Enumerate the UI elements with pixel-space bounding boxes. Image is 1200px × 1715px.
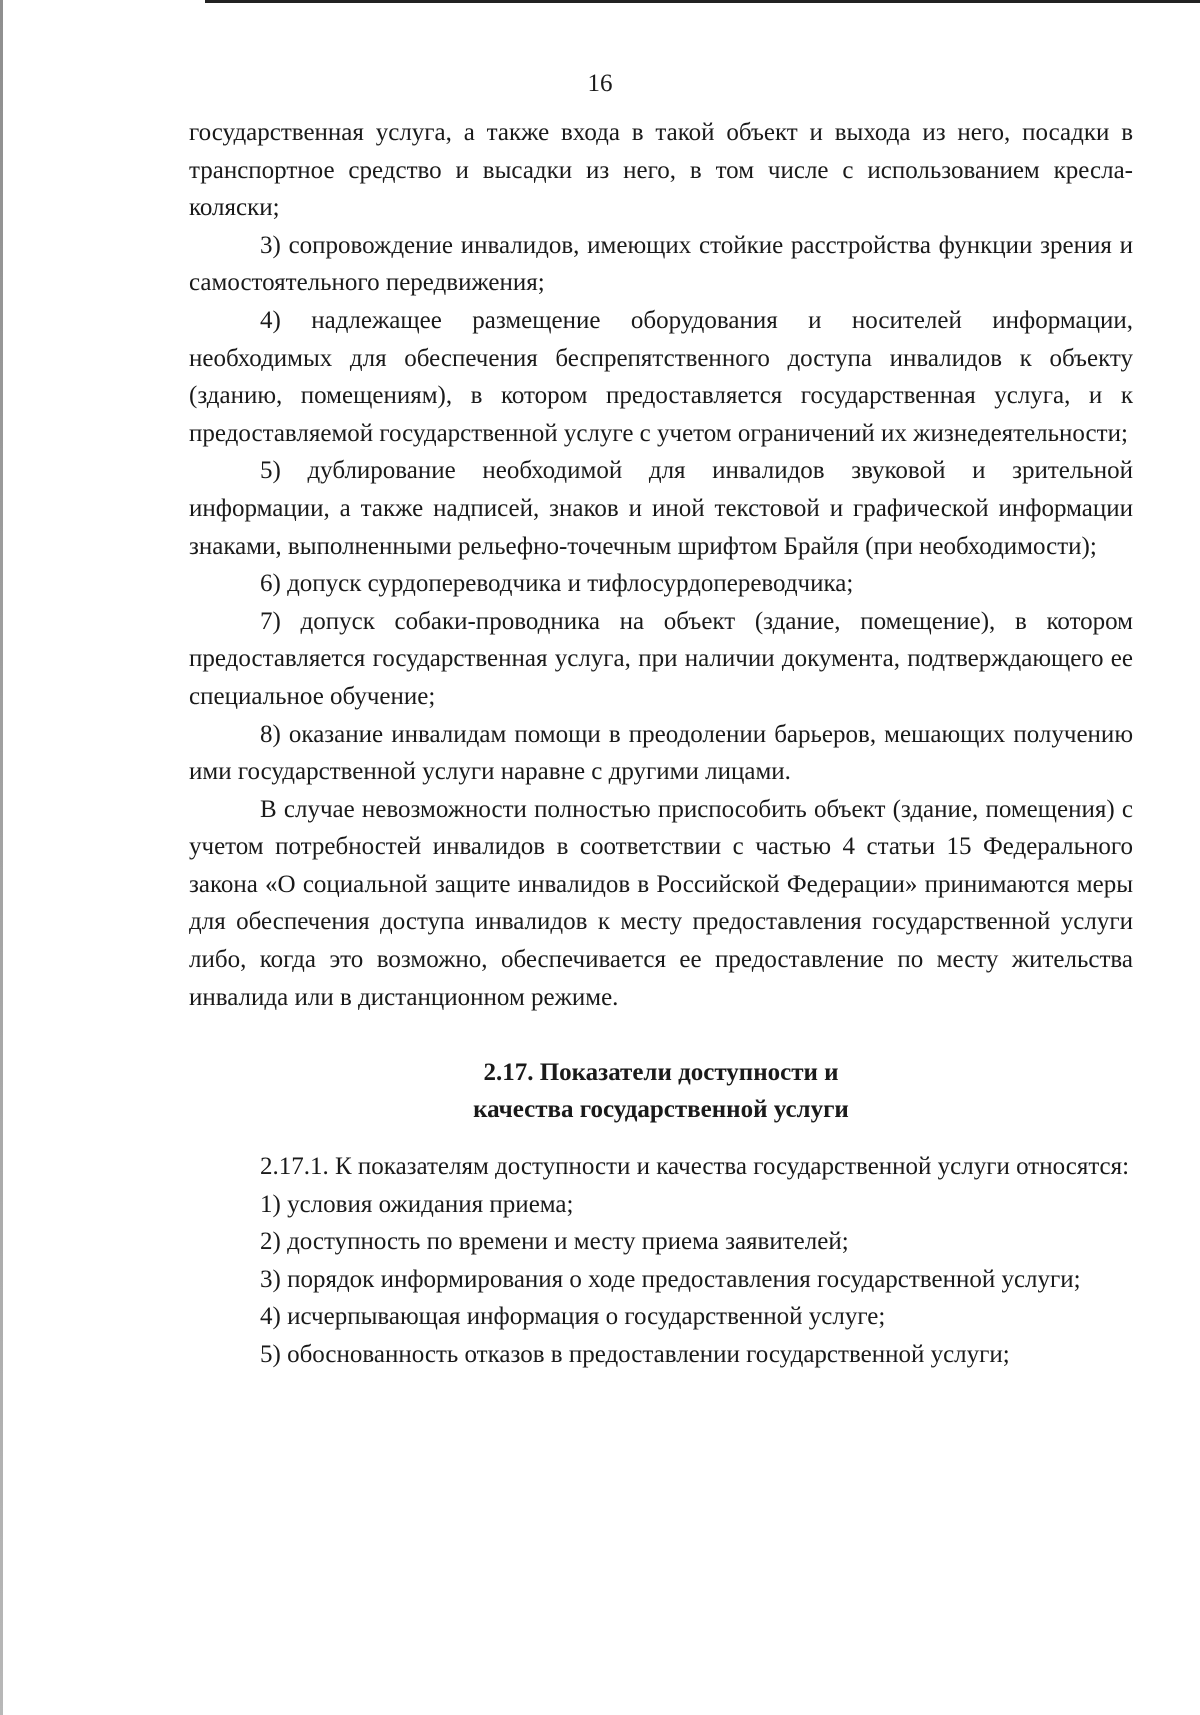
indicator-item-3: 3) порядок информирования о ходе предоставления государственной услуги;	[260, 1265, 1081, 1293]
paragraph-continuation: государственная услуга, а также входа в такой объект и выхода из него, посадки в транспортное средство и высадки из него, в том числе с использованием кресла-коляски;	[189, 119, 1133, 222]
list-item-6: 6) допуск сурдопереводчика и тифлосурдопереводчика;	[260, 570, 854, 598]
document-body	[189, 114, 1133, 1374]
indicator-item-2: 2) доступность по времени и месту приема заявителей;	[260, 1228, 849, 1256]
list-item-4: 4) надлежащее размещение оборудования и носителей информации, необходимых для обеспечения беспрепятственного доступа инвалидов к объекту (зданию, помещениям), в котором предоставляется государственная услуга, и к предоставляемой государственной услуге с учетом ограничений их жизнедеятельности;	[189, 306, 1133, 447]
list-item-8: 8) оказание инвалидам помощи в преодолении барьеров, мешающих получению ими государственной услуги наравне с другими лицами.	[189, 720, 1133, 786]
paragraphs-top	[189, 114, 1133, 1016]
indicator-item-1: 1) условия ожидания приема;	[260, 1190, 574, 1218]
scan-left-edge	[0, 0, 3, 1715]
indicator-item-4: 4) исчерпывающая информация о государственной услуге;	[260, 1303, 886, 1331]
clause-2-17-1: 2.17.1. К показателям доступности и качества государственной услуги относятся:	[260, 1153, 1130, 1181]
list-item-5: 5) дублирование необходимой для инвалидов звуковой и зрительной информации, а также надписей, знаков и иной текстовой и графической информации знаками, выполненными рельефно-точечным шрифтом Брайля (при необходимости);	[189, 457, 1133, 560]
paragraphs-bottom	[189, 1148, 1133, 1374]
list-item-3: 3) сопровождение инвалидов, имеющих стойкие расстройства функции зрения и самостоятельного передвижения;	[189, 231, 1133, 297]
section-heading-line-2: качества государственной услуги	[473, 1096, 849, 1124]
section-heading-line-1: 2.17. Показатели доступности и	[483, 1058, 839, 1086]
paragraph-impossibility: В случае невозможности полностью приспособить объект (здание, помещения) с учетом потребностей инвалидов в соответствии с частью 4 статьи 15 Федерального закона «О социальной защите инвалидов в Российской Федерации» принимаются меры для обеспечения доступа инвалидов к месту предоставления государственной услуги либо, когда это возможно, обеспечивается ее предоставление по месту жительства инвалида или в дистанционном режиме.	[189, 795, 1133, 1011]
indicator-item-5: 5) обоснованность отказов в предоставлении государственной услуги;	[260, 1341, 1010, 1368]
section-heading	[189, 1054, 1133, 1129]
scan-top-border	[205, 0, 1200, 3]
page-number: 16	[587, 70, 613, 97]
list-item-7: 7) допуск собаки-проводника на объект (здание, помещение), в котором предоставляется государственная услуга, при наличии документа, подтверждающего ее специальное обучение;	[189, 607, 1133, 710]
